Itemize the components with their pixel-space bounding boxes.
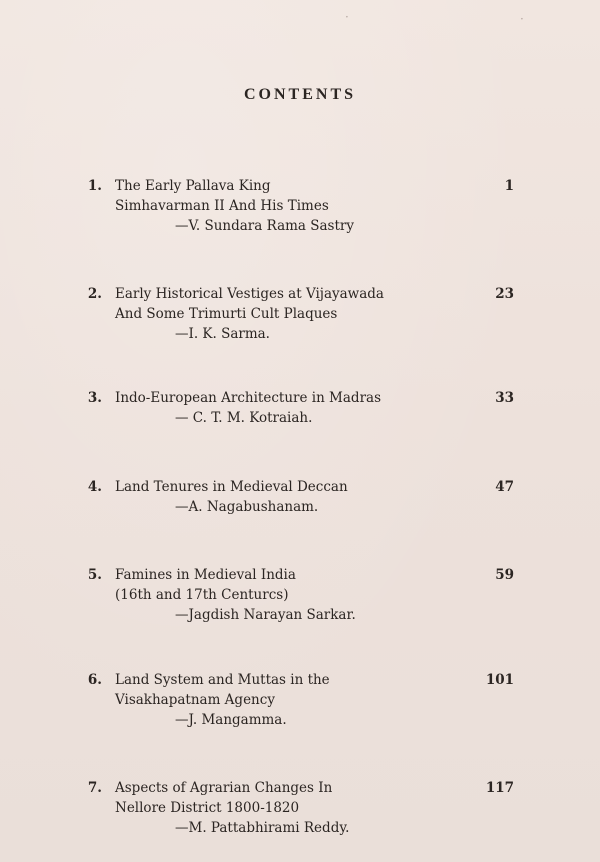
entry-page-number: 1 xyxy=(504,178,514,194)
entry-page-number: 23 xyxy=(495,286,514,302)
entry-title-line: Indo-European Architecture in Madras xyxy=(115,390,382,406)
entry-number: 7. xyxy=(87,780,102,796)
entry-page-number: 47 xyxy=(495,479,514,495)
entry-title-line: The Early Pallava King xyxy=(115,178,271,194)
entry-author: —V. Sundara Rama Sastry xyxy=(175,218,354,234)
entry-number: 5. xyxy=(87,567,102,583)
entry-number: 6. xyxy=(87,672,102,688)
entry-title-line: (16th and 17th Centurcs) xyxy=(115,587,289,603)
entry-number: 1. xyxy=(87,178,102,194)
entry-page-number: 59 xyxy=(495,567,514,583)
entry-title-line: Famines in Medieval India xyxy=(115,567,296,583)
paper-mark: · xyxy=(520,12,524,26)
entry-author: —M. Pattabhirami Reddy. xyxy=(175,820,350,836)
entry-number: 4. xyxy=(87,479,102,495)
entry-page-number: 117 xyxy=(485,780,514,796)
entry-number: 2. xyxy=(87,286,102,302)
entry-title-line: And Some Trimurti Cult Plaques xyxy=(115,306,338,322)
entry-author: —Jagdish Narayan Sarkar. xyxy=(175,607,356,623)
entry-title-line: Early Historical Vestiges at Vijayawada xyxy=(115,286,384,302)
entry-author: —A. Nagabushanam. xyxy=(175,499,319,515)
entry-author: —I. K. Sarma. xyxy=(175,326,270,342)
entry-page-number: 101 xyxy=(485,672,514,688)
paper-mark: · xyxy=(345,10,349,24)
entry-title-line: Simhavarman II And His Times xyxy=(115,198,329,214)
entry-author: — C. T. M. Kotraiah. xyxy=(175,410,313,426)
entry-title-line: Land Tenures in Medieval Deccan xyxy=(115,479,348,495)
entry-title-line: Aspects of Agrarian Changes In xyxy=(115,780,333,796)
entry-title-line: Nellore District 1800-1820 xyxy=(115,800,300,816)
page-title: CONTENTS xyxy=(243,86,357,103)
entry-number: 3. xyxy=(87,390,102,406)
entry-title-line: Land System and Muttas in the xyxy=(115,672,330,688)
entry-author: —J. Mangamma. xyxy=(175,712,287,728)
entry-title-line: Visakhapatnam Agency xyxy=(115,692,275,708)
entry-page-number: 33 xyxy=(495,390,514,406)
